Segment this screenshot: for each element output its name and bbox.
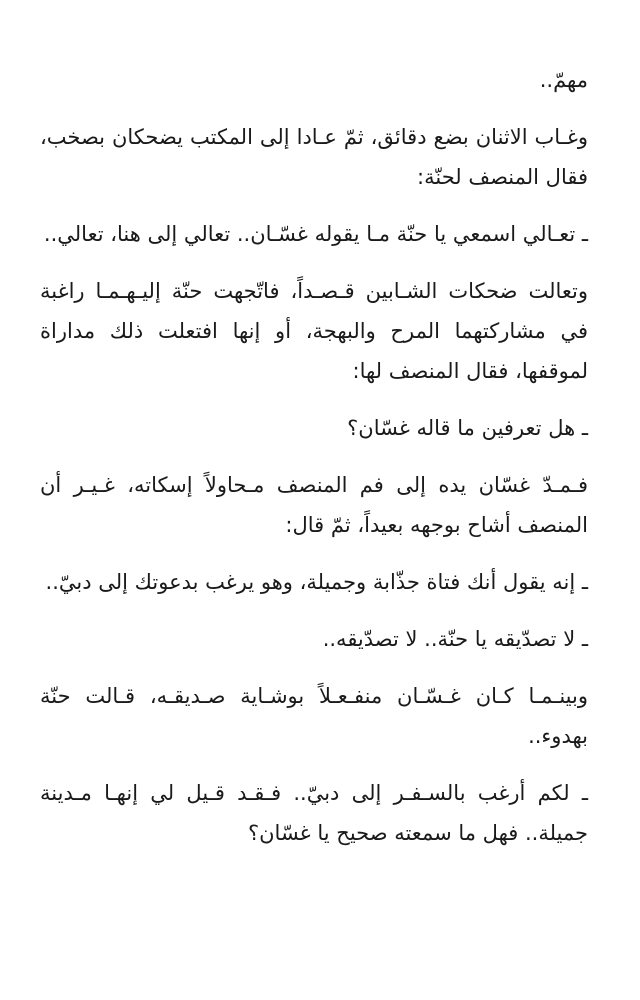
paragraph-9: وبينـمـا كـان غـسّـان منفـعـلاً بوشـاية صـديقـه، قـالت حنّة بهدوء.. [40, 684, 588, 748]
paragraph-6: فـمـدّ غسّان يده إلى فم المنصف مـحاولاً إسكاته، غـيـر أن المنصف أشاح بوجهه بعيداً، ثمّ قال: [40, 473, 588, 537]
paragraph-4: وتعالت ضحكات الشـابين قـصـداً، فاتّجهت حنّة إليـهـمـا راغبة في مشاركتهما المرح والبهجة، أو إنها افتعلت ذلك مداراة لموقفها، فقال المنصف لها: [40, 279, 588, 383]
paragraph-1: مهمّ.. [539, 68, 588, 92]
paragraph-8: ـ لا تصدّيقه يا حنّة.. لا تصدّيقه.. [322, 627, 588, 651]
paragraph-5: ـ هل تعرفين ما قاله غسّان؟ [347, 416, 588, 440]
paragraph-2: وغـاب الاثنان بضع دقائق، ثمّ عـادا إلى المكتب يضحكان بصخب، فقال المنصف لحنّة: [40, 125, 588, 189]
paragraph-10: ـ لكم أرغب بالسـفـر إلى دبيّ.. فـقـد قـيل لي إنهـا مـدينة جميلة.. فهل ما سمعته صحيح يا غسّان؟ [40, 781, 588, 845]
paragraph-3: ـ تعـالي اسمعي يا حنّة مـا يقوله غسّـان.. تعالي إلى هنا، تعالي.. [43, 222, 588, 246]
paragraph-7: ـ إنه يقول أنك فتاة جذّابة وجميلة، وهو يرغب بدعوتك إلى دبيّ.. [45, 570, 588, 594]
